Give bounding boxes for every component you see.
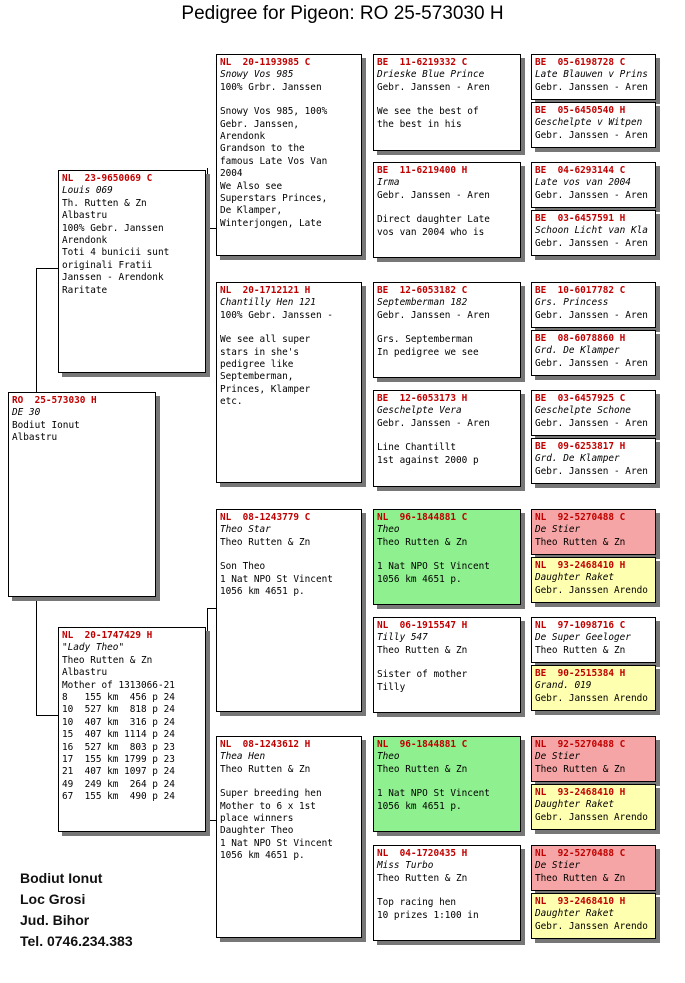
note-line: We see the best of [377,106,479,118]
pigeon-name: De Stier [535,751,581,763]
ring-number: NL 06-1915547 H [377,620,468,631]
note-line: Top racing hen [377,897,457,909]
breeder-line: Gebr. Janssen - Aren [377,189,490,201]
breeder-line: Theo Rutten & Zn [377,644,468,656]
breeder-line: Th. Rutten & Zn [62,197,147,209]
pigeon-card-g5-16[interactable] [531,893,656,939]
note-line: Tilly [377,681,406,693]
ring-number: BE 05-6198728 C [535,57,626,68]
pigeon-card-sire[interactable] [58,170,206,373]
pigeon-card-g5-11[interactable] [531,617,656,663]
connector-line [363,102,364,214]
note-line: 8 155 km 456 p 24 [62,692,175,704]
pigeon-card-dsd[interactable] [373,617,521,713]
pigeon-card-sds[interactable] [373,282,521,378]
ring-number: NL 92-5270488 C [535,848,626,859]
spacer [220,549,358,561]
note-line: 21 407 km 1097 p 24 [62,766,175,778]
contact-locality: Loc Grosi [20,891,86,907]
pigeon-name: Snowy Vos 985 [220,69,294,81]
pigeon-card-dds[interactable] [373,736,521,832]
note-line: Snowy Vos 985, 100% [220,106,328,118]
connector-line [363,330,364,436]
ring-number: NL 96-1844881 C [377,512,468,523]
pigeon-card-sss[interactable] [373,54,521,151]
note-line: Gebr. Janssen, [220,118,300,130]
pigeon-card-ddd[interactable] [373,845,521,941]
ring-number: BE 04-6293144 C [535,165,626,176]
note-line: We see all super [220,334,311,346]
ring-number: NL 20-1193985 C [220,57,311,68]
note-line: 10 prizes 1:100 in [377,909,479,921]
note-line: 1056 km 4651 p. [377,800,462,812]
note-line: Septemberman, [220,371,294,383]
owner-contact [20,868,133,952]
pigeon-name: Theo [377,751,400,763]
pigeon-name: Grd. De Klamper [535,453,620,465]
pigeon-card-sire-dam[interactable] [216,282,362,483]
note-line: pedigree like [220,359,294,371]
pigeon-card-g5-10[interactable] [531,557,656,603]
pigeon-name: Late Blauwen v Prins [535,69,648,81]
breeder-line: Theo Rutten & Zn [535,644,626,656]
spacer [377,657,517,669]
pigeon-name: Daughter Raket [535,799,615,811]
ring-number: BE 03-6457925 C [535,393,626,404]
connector-line [363,555,364,663]
pigeon-card-subject[interactable] [8,392,156,597]
breeder-line: Theo Rutten & Zn [535,536,626,548]
ring-number: BE 09-6253817 H [535,441,626,452]
note-line: vos van 2004 who is [377,226,485,238]
note-line: 10 527 km 818 p 24 [62,704,175,716]
ring-number: NL 93-2468410 H [535,896,626,907]
note-line: Arendonk [62,235,108,247]
pigeon-name: Thea Hen [220,751,266,763]
note-line: Janssen - Arendonk [62,272,164,284]
breeder-line: Gebr. Janssen - Aren [535,417,648,429]
spacer [377,885,517,897]
breeder-line: Gebr. Janssen Arendo [535,584,648,596]
note-line: In pedigree we see [377,346,479,358]
spacer [377,202,517,214]
ring-number: NL 08-1243612 H [220,739,311,750]
note-line: 17 155 km 1799 p 23 [62,754,175,766]
pigeon-card-g5-14[interactable] [531,784,656,830]
pigeon-name: Chantilly Hen 121 [220,297,316,309]
ring-number: BE 11-6219400 H [377,165,468,176]
spacer [377,94,517,106]
breeder-line: Theo Rutten & Zn [377,763,468,775]
spacer [377,776,517,788]
note-line: Toti 4 bunicii sunt [62,247,170,259]
ring-number: BE 08-6078860 H [535,333,626,344]
pigeon-card-dam[interactable] [58,627,206,832]
ring-number: NL 93-2468410 H [535,787,626,798]
note-line: the best in his [377,118,462,130]
note-line: Raritate [62,284,108,296]
breeder-line: Gebr. Janssen - Aren [535,237,648,249]
note-line: 1056 km 4651 p. [220,586,305,598]
pigeon-card-g5-13[interactable] [531,736,656,782]
breeder-line: Gebr. Janssen - Aren [535,81,648,93]
ring-number: NL 97-1098716 C [535,620,626,631]
pigeon-name: DE 30 [12,407,41,419]
pigeon-name: Septemberman 182 [377,297,468,309]
note-line: Albastru [62,210,108,222]
breeder-line: Gebr. Janssen - Aren [535,309,648,321]
note-line: 1056 km 4651 p. [377,573,462,585]
note-line: 49 249 km 264 p 24 [62,778,175,790]
pigeon-name: Grd. De Klamper [535,345,620,357]
connector-line [524,645,525,693]
note-line: 1 Nat NPO St Vincent [377,788,490,800]
ring-number: NL 04-1720435 H [377,848,468,859]
note-line: We Also see [220,180,283,192]
note-line: stars in she's [220,346,300,358]
note-line: Direct daughter Late [377,214,490,226]
pigeon-card-g5-1[interactable] [531,54,656,100]
connector-line [524,537,525,586]
breeder-line: Theo Rutten & Zn [535,763,626,775]
breeder-line: Gebr. Janssen - Aren [535,189,648,201]
pigeon-card-g5-5[interactable] [531,282,656,328]
pigeon-name: Grs. Princess [535,297,609,309]
pigeon-card-dss[interactable] [373,509,521,605]
connector-line [36,715,60,716]
note-line: Grandson to the [220,143,305,155]
breeder-line: Gebr. Janssen Arendo [535,811,648,823]
ring-number: NL 20-1712121 H [220,285,311,296]
note-line: 2004 [220,168,243,180]
pigeon-card-g5-8[interactable] [531,438,656,484]
note-line: 1 Nat NPO St Vincent [220,573,333,585]
page-title: Pedigree for Pigeon: RO 25-573030 H [181,3,504,24]
pigeon-name: Schoon Licht van Kla [535,225,648,237]
breeder-line: Theo Rutten & Zn [377,536,468,548]
ring-number: NL 96-1844881 C [377,739,468,750]
spacer [220,94,358,106]
pigeon-name: "Lady Theo" [62,642,125,654]
ring-number: NL 92-5270488 C [535,512,626,523]
pigeon-name: Louis 069 [62,185,113,197]
breeder-line: 100% Grbr. Janssen [220,81,322,93]
breeder-line: Gebr. Janssen - Aren [377,309,490,321]
pigeon-name: Miss Turbo [377,860,434,872]
pigeon-name: Geschelpte Schone [535,405,631,417]
pigeon-card-g5-7[interactable] [531,390,656,436]
pigeon-name: Daughter Raket [535,908,615,920]
ring-number: BE 03-6457591 H [535,213,626,224]
connector-line [524,310,525,357]
pigeon-card-sire-sire[interactable] [216,54,362,256]
note-line: 1st against 2000 p [377,454,479,466]
ring-number: BE 11-6219332 C [377,57,468,68]
breeder-line: Theo Rutten & Zn [535,872,626,884]
connector-line [524,84,525,129]
breeder-line: Gebr. Janssen Arendo [535,920,648,932]
spacer [377,430,517,442]
spacer [220,322,358,334]
breeder-line: Theo Rutten & Zn [62,654,153,666]
pigeon-name: Geschelpte Vera [377,405,462,417]
pigeon-name: De Stier [535,524,581,536]
ring-number: BE 90-2515384 H [535,668,626,679]
note-line: Winterjongen, Late [220,217,322,229]
breeder-line: 100% Gebr. Janssen - [220,309,333,321]
note-line: Albastru [62,667,108,679]
connector-line [524,872,525,920]
pigeon-name: Geschelpte v Witpen [535,117,643,129]
note-line: Arendonk [220,131,266,143]
connector-line [524,765,525,813]
spacer [377,549,517,561]
pigeon-card-g5-12[interactable] [531,665,656,711]
note-line: 16 527 km 803 p 23 [62,741,175,753]
ring-number: NL 23-9650069 C [62,173,153,184]
pigeon-name: Theo [377,524,400,536]
pigeon-name: De Super Geeloger [535,632,631,644]
note-line: 67 155 km 490 p 24 [62,791,175,803]
ring-number: RO 25-573030 H [12,395,97,406]
breeder-line: Bodiut Ionut [12,419,80,431]
note-line: famous Late Vos Van [220,155,328,167]
pigeon-card-g5-2[interactable] [531,102,656,148]
pigeon-card-g5-6[interactable] [531,330,656,376]
note-line: Grs. Septemberman [377,334,473,346]
pigeon-name: Daughter Raket [535,572,615,584]
breeder-line: Gebr. Janssen - Aren [535,465,648,477]
ring-number: NL 20-1747429 H [62,630,153,641]
note-line: 15 407 km 1114 p 24 [62,729,175,741]
pigeon-name: Grand. 019 [535,680,592,692]
ring-number: NL 92-5270488 C [535,739,626,750]
pigeon-name: Theo Star [220,524,271,536]
pigeon-name: Tilly 547 [377,632,428,644]
contact-county: Jud. Bihor [20,912,90,928]
spacer [220,776,358,788]
pigeon-card-g5-4[interactable] [531,210,656,256]
pigeon-card-dam-dam[interactable] [216,736,362,938]
pigeon-card-g5-3[interactable] [531,162,656,208]
connector-line [524,193,525,239]
breeder-line: Gebr. Janssen - Aren [535,129,648,141]
note-line: Mother to 6 x 1st [220,800,316,812]
contact-phone: Tel. 0746.234.383 [20,933,133,949]
note-line: Super breeding hen [220,788,322,800]
breeder-line: Albastru [12,432,58,444]
note-line: 1056 km 4651 p. [220,850,305,862]
pigeon-card-g5-15[interactable] [531,845,656,891]
pigeon-name: Irma [377,177,400,189]
note-line: Line Chantillt [377,442,457,454]
note-line: place winners [220,813,294,825]
note-line: Sister of mother [377,669,468,681]
note-line: Daughter Theo [220,825,294,837]
note-line: Princes, Klamper [220,383,311,395]
ring-number: NL 93-2468410 H [535,560,626,571]
spacer [377,322,517,334]
note-line: 100% Gebr. Janssen [62,222,164,234]
pigeon-card-g5-9[interactable] [531,509,656,555]
note-line: Son Theo [220,561,266,573]
pigeon-card-sdd[interactable] [373,390,521,487]
note-line: De Klamper, [220,205,283,217]
connector-line [207,608,208,820]
pigeon-card-dam-sire[interactable] [216,509,362,712]
pigeon-name: De Stier [535,860,581,872]
ring-number: BE 05-6450540 H [535,105,626,116]
note-line: etc. [220,396,243,408]
ring-number: BE 10-6017782 C [535,285,626,296]
note-line: Mother of 1313066-21 [62,679,175,691]
contact-name: Bodiut Ionut [20,870,103,886]
breeder-line: Theo Rutten & Zn [220,763,311,775]
breeder-line: Theo Rutten & Zn [220,536,311,548]
ring-number: BE 12-6053173 H [377,393,468,404]
pigeon-name: Late vos van 2004 [535,177,631,189]
note-line: 1 Nat NPO St Vincent [377,561,490,573]
note-line: Superstars Princes, [220,193,328,205]
breeder-line: Gebr. Janssen - Aren [377,417,490,429]
connector-line [207,168,208,376]
connector-line [363,782,364,892]
ring-number: NL 08-1243779 C [220,512,311,523]
connector-line [524,418,525,466]
note-line: 10 407 km 316 p 24 [62,716,175,728]
ring-number: BE 12-6053182 C [377,285,468,296]
breeder-line: Gebr. Janssen - Aren [377,81,490,93]
pigeon-card-ssd[interactable] [373,162,521,258]
breeder-line: Gebr. Janssen Arendo [535,692,648,704]
breeder-line: Gebr. Janssen - Aren [535,357,648,369]
breeder-line: Theo Rutten & Zn [377,872,468,884]
pigeon-name: Drieske Blue Prince [377,69,485,81]
connector-line [36,268,60,269]
note-line: originali Fratii [62,259,153,271]
note-line: 1 Nat NPO St Vincent [220,837,333,849]
